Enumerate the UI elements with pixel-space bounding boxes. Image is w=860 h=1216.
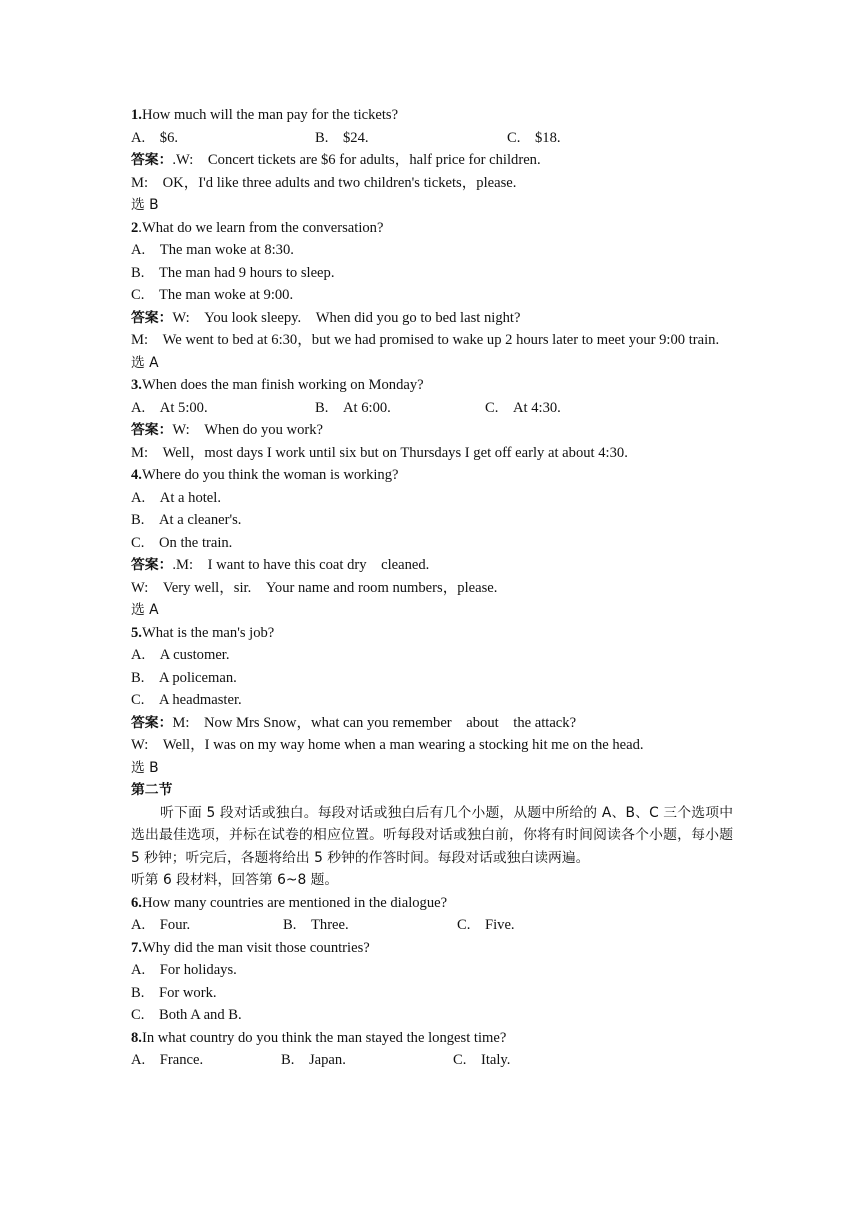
- option-a: A. For holidays.: [131, 962, 237, 978]
- question-3: [131, 374, 733, 397]
- option-b: B. A policeman.: [131, 669, 237, 686]
- transcript-line: M: We went to bed at 6:30，but we had promised to wake up 2 hours later to meet your 9:00 train.: [131, 332, 720, 348]
- option-c: C. On the train.: [131, 534, 233, 551]
- document-content: [131, 104, 733, 1072]
- question-7: [131, 937, 733, 960]
- option-a: A. Four.: [131, 917, 191, 933]
- question-text: How many countries are mentioned in the dialogue?: [141, 894, 448, 911]
- question-number: 8.: [131, 1029, 142, 1046]
- options-row: [131, 1049, 733, 1072]
- option-c: C. $18.: [507, 129, 561, 146]
- options-row: [131, 127, 733, 150]
- option-b: B. At a cleaner's.: [131, 512, 242, 528]
- question-number: 2: [131, 219, 139, 236]
- transcript-line: M: OK，I'd like three adults and two children's tickets，please.: [131, 174, 517, 191]
- question-number: 7.: [131, 939, 142, 956]
- question-number: 4.: [131, 467, 142, 483]
- transcript-line: .M: I want to have this coat dry cleaned.: [172, 557, 430, 573]
- option-a: A. The man woke at 8:30.: [131, 242, 294, 258]
- option-c: C. Both A and B.: [131, 1007, 242, 1023]
- answer-choice: 选 A: [131, 354, 159, 371]
- answer-label: 答案：: [131, 152, 173, 168]
- option-b: B. The man had 9 hours to sleep.: [131, 264, 335, 281]
- option-a: A. At a hotel.: [131, 489, 221, 506]
- answer-line: [131, 419, 733, 442]
- answer-choice: 选 B: [131, 197, 159, 213]
- question-number: 1.: [131, 107, 142, 123]
- option-a: A. France.: [131, 1052, 204, 1068]
- option-b: B. $24.: [315, 129, 369, 146]
- transcript-line: M: Well，most days I work until six but on Thursdays I get off early at about 4:30.: [131, 444, 628, 461]
- question-1: [131, 104, 733, 127]
- transcript-line: W: You look sleepy. When did you go to bed last night?: [172, 309, 521, 326]
- option-a: A. At 5:00.: [131, 399, 208, 416]
- question-number: 5.: [131, 624, 142, 641]
- answer-choice: 选 A: [131, 602, 159, 618]
- option-c: C. Italy.: [453, 1052, 511, 1068]
- question-text: When does the man finish working on Monday?: [141, 377, 424, 393]
- option-c: C. Five.: [457, 917, 515, 933]
- answer-line: [131, 712, 733, 735]
- answer-line: [131, 307, 733, 330]
- transcript-line: .W: Concert tickets are $6 for adults，half price for children.: [172, 152, 541, 168]
- transcript-line: M: Now Mrs Snow，what can you remember about the attack?: [172, 714, 577, 731]
- option-c: C. A headmaster.: [131, 692, 242, 708]
- option-b: B. Three.: [283, 917, 349, 933]
- material-instruction: 听第 6 段材料，回答第 6~8 题。: [131, 872, 339, 888]
- question-4: [131, 464, 733, 487]
- question-text: .What do we learn from the conversation?: [138, 219, 384, 236]
- option-a: A. A customer.: [131, 647, 230, 663]
- question-text: What is the man's job?: [141, 624, 275, 641]
- question-text: Where do you think the woman is working?: [141, 467, 399, 483]
- question-5: [131, 622, 733, 645]
- options-row: [131, 397, 733, 420]
- answer-choice: 选 B: [131, 759, 159, 776]
- option-b: B. Japan.: [281, 1052, 346, 1068]
- option-b: B. At 6:00.: [315, 399, 391, 416]
- question-text: In what country do you think the man stayed the longest time?: [141, 1029, 507, 1046]
- option-c: C. The man woke at 9:00.: [131, 287, 294, 303]
- transcript-line: W: When do you work?: [172, 422, 324, 438]
- section-instructions: 听下面 5 段对话或独白。每段对话或独白后有几个小题，从题中所给的 A、B、C 三个选项中选出最佳选项，并标在试卷的相应位置。听每段对话或独白前，你将有时间阅读各个小题，每小题 5 秒钟；听完后，各题将给出 5 秒钟的作答时间。每段对话或独白读两遍。: [131, 804, 733, 866]
- answer-label: 答案：: [131, 557, 173, 573]
- question-6: [131, 892, 733, 915]
- question-8: [131, 1027, 733, 1050]
- answer-line: [131, 554, 733, 577]
- question-2: [131, 217, 733, 240]
- transcript-line: W: Very well，sir. Your name and room numbers，please.: [131, 579, 498, 596]
- option-b: B. For work.: [131, 984, 217, 1001]
- answer-label: 答案：: [131, 309, 173, 326]
- question-text: How much will the man pay for the tickets?: [141, 107, 399, 123]
- transcript-line: W: Well，I was on my way home when a man wearing a stocking hit me on the head.: [131, 737, 644, 753]
- options-row: [131, 914, 733, 937]
- option-c: C. At 4:30.: [485, 399, 561, 416]
- answer-line: [131, 149, 733, 172]
- answer-label: 答案：: [131, 422, 173, 438]
- answer-label: 答案：: [131, 714, 173, 731]
- option-a: A. $6.: [131, 129, 179, 146]
- section-title: 第二节: [131, 782, 173, 798]
- question-number: 6.: [131, 894, 142, 911]
- question-text: Why did the man visit those countries?: [141, 939, 370, 956]
- question-number: 3.: [131, 377, 142, 393]
